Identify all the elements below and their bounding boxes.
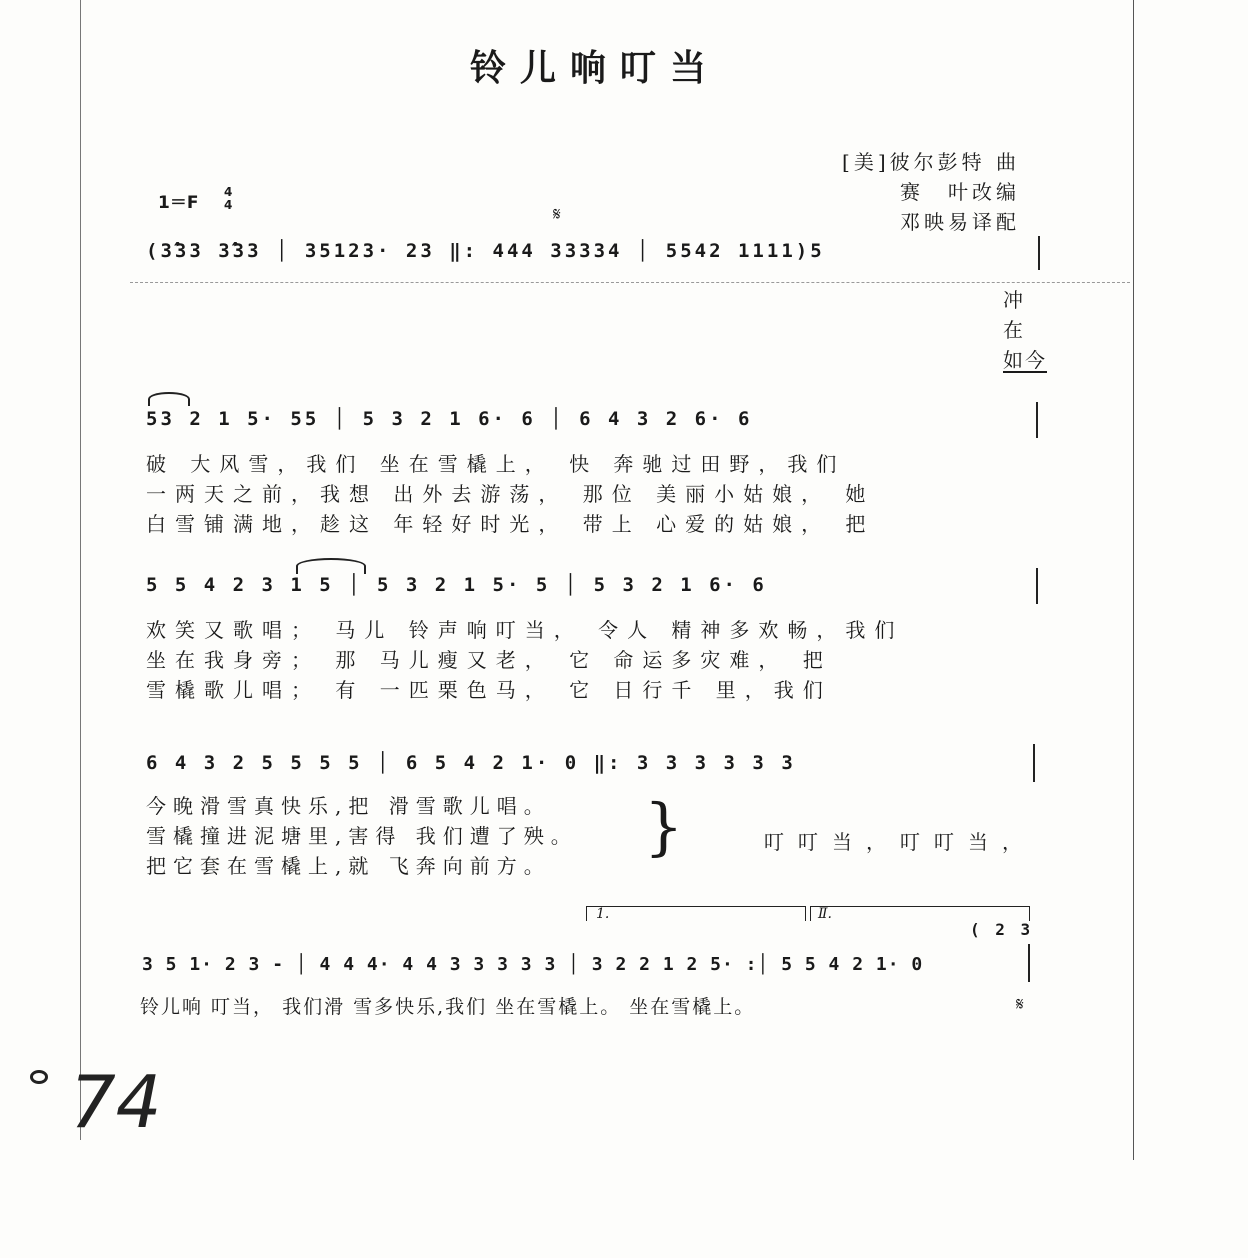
translator-credit: 邓映易译配 [900, 210, 1020, 234]
system2-end-bar [1036, 402, 1038, 438]
system4-lyrics-verse2: 雪橇撞进泥塘里,害得 我们遭了殃。 [146, 824, 578, 848]
refrain-lyrics: 叮叮当，叮叮当， [764, 830, 1036, 854]
time-signature [224, 186, 232, 212]
end-segno-symbol: 𝄋 [1016, 994, 1024, 1015]
time-signature-bottom: 4 [224, 198, 233, 212]
system3-lyrics-verse3: 雪橇歌儿唱； 有 一匹栗色马， 它 日行千 里，我们 [146, 678, 832, 702]
volta-2-bracket [810, 906, 1030, 921]
system5-ending-notes: ( 2 3 [970, 920, 1034, 939]
system4-lyrics-verse1: 今晚滑雪真快乐,把 滑雪歌儿唱。 [146, 794, 551, 818]
system2-lyrics-verse2: 一两天之前，我想 出外去游荡， 那位 美丽小姑娘， 她 [146, 482, 875, 506]
page-number: 74 [70, 1060, 162, 1144]
volta-2-label: Ⅱ. [818, 906, 832, 922]
system3-lyrics-verse2: 坐在我身旁； 那 马儿瘦又老， 它 命运多灾难， 把 [146, 648, 832, 672]
system5-notes: 3 5 1· 2 3 - │ 4 4 4· 4 4 3 3 3 3 3 │ 3 2 2 1 2 5· :│ 5 5 4 2 1· 0 [142, 954, 924, 975]
system2-slur [148, 392, 190, 406]
system5-end-bar [1028, 944, 1030, 982]
system1-pickup-lyric-3: 如今 [1003, 348, 1047, 372]
key-signature: 1＝F [158, 193, 199, 213]
system5-lyrics: 铃儿响 叮当， 我们滑 雪多快乐,我们 坐在雪橇上。 坐在雪橇上。 [140, 996, 756, 1018]
system4-notes: 6 4 3 2 5 5 5 5 │ 6 5 4 2 1· 0 ‖: 3 3 3 3 3 3 [146, 752, 796, 774]
arranger-credit: 赛 叶改编 [900, 180, 1020, 204]
system2-lyrics-verse3: 白雪铺满地，趁这 年轻好时光， 带上 心爱的姑娘， 把 [146, 512, 875, 536]
system4-end-bar [1033, 744, 1035, 782]
song-title: 铃儿响叮当 [469, 47, 720, 89]
system2-lyrics-verse1: 破 大风雪，我们 坐在雪橇上， 快 奔驰过田野，我们 [146, 452, 846, 476]
system1-pickup-lyric-1: 冲 [1003, 288, 1032, 312]
right-margin-line [1133, 0, 1134, 1160]
system1-pickup-lyric-2: 在 [1003, 318, 1032, 342]
segno-symbol: 𝄋 [553, 204, 561, 225]
volta-1-label: 1. [596, 906, 610, 922]
system4-lyrics-verse3: 把它套在雪橇上,就 飞奔向前方。 [146, 854, 551, 878]
system1-divider [130, 282, 1130, 283]
verse-brace: } [644, 790, 684, 863]
system1-end-bar [1038, 236, 1040, 270]
system3-lyrics-verse1: 欢笑又歌唱； 马儿 铃声响叮当， 令人 精神多欢畅，我们 [146, 618, 904, 642]
volta-1-bracket [586, 906, 806, 921]
page-mark-dot [30, 1070, 48, 1084]
left-margin-line [80, 0, 81, 1140]
system2-notes: 53 2 1 5· 55 │ 5 3 2 1 6· 6 │ 6 4 3 2 6· 6 [146, 408, 753, 430]
system3-end-bar [1036, 568, 1038, 604]
time-signature-top: 4 [224, 185, 233, 199]
system1-notes: (3̂33 3̂33 │ 35123· 23 ‖: 444 33334 │ 5542 1111)5 [146, 240, 825, 262]
system3-notes: 5 5 4 2 3 1 5 │ 5 3 2 1 5· 5 │ 5 3 2 1 6· 6 [146, 574, 767, 596]
system3-tie [296, 558, 366, 574]
composer-credit: [美]彼尔彭特 曲 [842, 150, 1020, 174]
